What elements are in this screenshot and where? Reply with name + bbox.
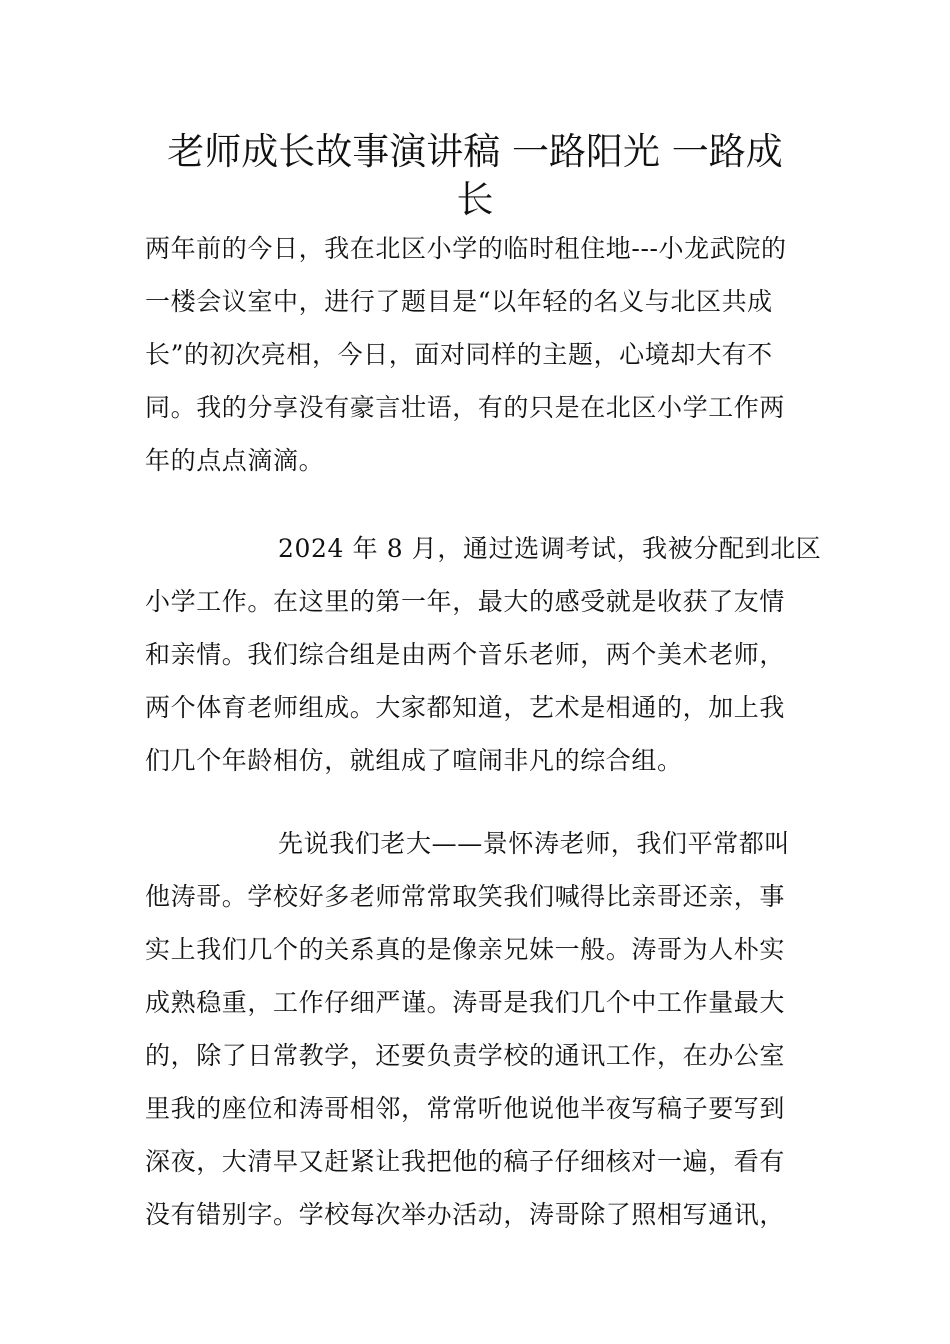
text-line: 和亲情。我们综合组是由两个音乐老师，两个美术老师， (145, 640, 786, 669)
paragraph-3 (145, 817, 810, 1241)
document-title (140, 128, 810, 224)
text-line: 的，除了日常教学，还要负责学校的通讯工作，在办公室 (145, 1041, 786, 1070)
text-line: 成熟稳重，工作仔细严谨。涛哥是我们几个中工作量最大 (145, 988, 786, 1017)
paragraph-1 (145, 222, 810, 487)
text-line: 里我的座位和涛哥相邻，常常听他说他半夜写稿子要写到 (145, 1094, 786, 1123)
text-line: 他涛哥。学校好多老师常常取笑我们喊得比亲哥还亲，事 (145, 882, 786, 911)
text-line: 两个体育老师组成。大家都知道，艺术是相通的，加上我 (145, 693, 786, 722)
text-line: 一楼会议室中，进行了题目是“以年轻的名义与北区共成 (145, 287, 773, 316)
text-line: 长”的初次亮相，今日，面对同样的主题，心境却大有不 (145, 340, 773, 369)
text-line: 小学工作。在这里的第一年，最大的感受就是收获了友情 (145, 587, 786, 616)
title-line: 老师成长故事演讲稿 一路阳光 一路成 (167, 130, 783, 173)
text-line: 没有错别字。学校每次举办活动，涛哥除了照相写通讯， (145, 1200, 786, 1229)
text-line: 年的点点滴滴。 (145, 446, 325, 475)
text-line: 实上我们几个的关系真的是像亲兄妹一般。涛哥为人朴实 (145, 935, 786, 964)
paragraph-2 (145, 522, 822, 787)
text-line: 们几个年龄相仿，就组成了喧闹非凡的综合组。 (145, 746, 683, 775)
text-line: 2024 年 8 月，通过选调考试，我被分配到北区 (278, 534, 822, 563)
text-line: 同。我的分享没有豪言壮语，有的只是在北区小学工作两 (145, 393, 786, 422)
title-line: 长 (456, 178, 494, 221)
text-line: 先说我们老大——景怀涛老师，我们平常都叫 (278, 829, 791, 858)
text-line: 深夜，大清早又赶紧让我把他的稿子仔细核对一遍，看有 (145, 1147, 786, 1176)
text-line: 两年前的今日，我在北区小学的临时租住地---小龙武院的 (145, 234, 787, 263)
